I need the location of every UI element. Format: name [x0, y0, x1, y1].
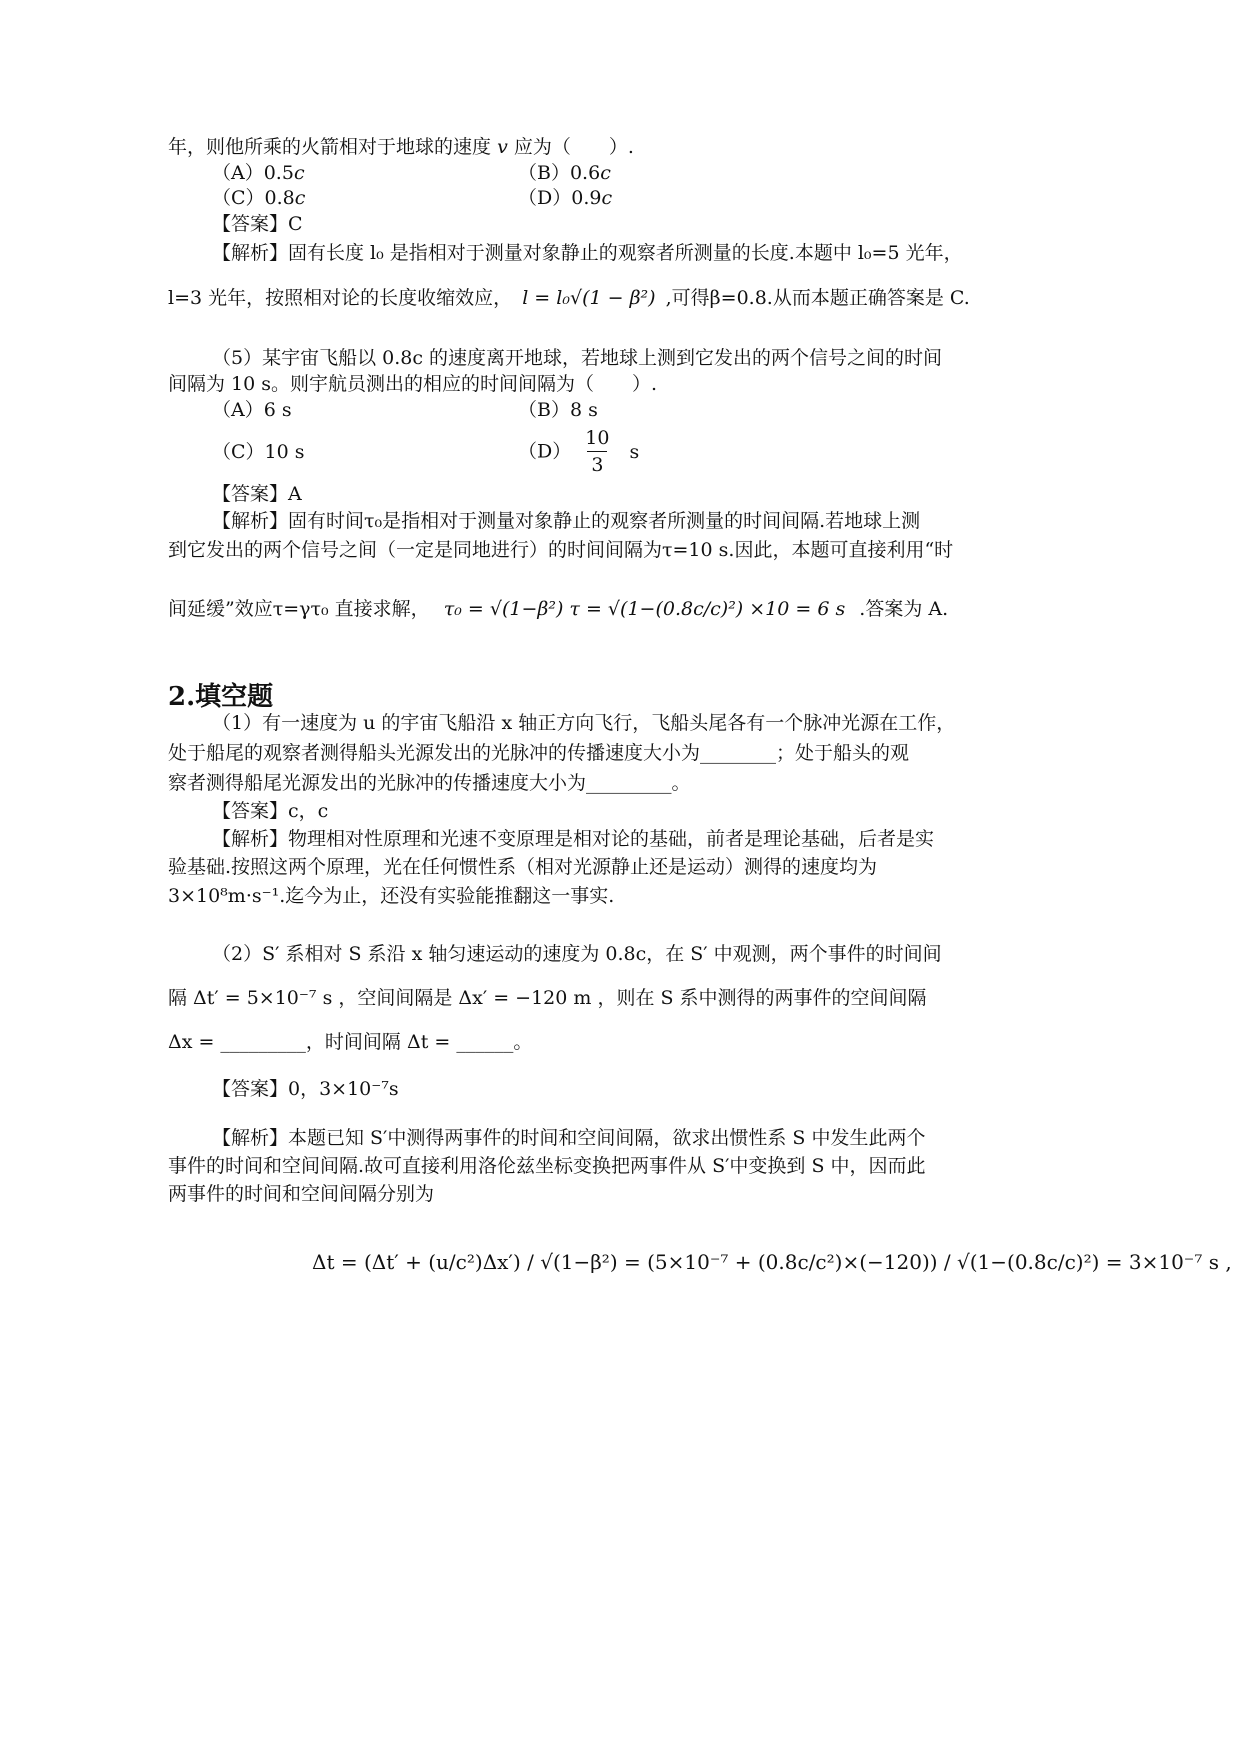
- q5-option-a: （A）6 s: [212, 399, 292, 421]
- q4-answer: 【答案】C: [212, 213, 303, 235]
- q5-option-c: （C）10 s: [212, 441, 305, 463]
- q4-analysis-line-1: 【解析】固有长度 l₀ 是指相对于测量对象静止的观察者所测量的长度.本题中 l₀=5 光年，: [212, 242, 963, 264]
- f2-analysis-line-2: 事件的时间和空间间隔.故可直接利用洛伦兹坐标变换把两事件从 S′中变换到 S 中，因而此: [168, 1155, 926, 1177]
- f1-answer: 【答案】c，c: [212, 800, 329, 822]
- f1-stem-line-1: （1）有一速度为 u 的宇宙飞船沿 x 轴正方向飞行，飞船头尾各有一个脉冲光源在工作，: [212, 712, 956, 734]
- q5-time-dilation-formula: τ₀ = √(1−β²) τ = √(1−(0.8c/c)²) ×10 = 6 s: [443, 598, 846, 620]
- f2-stem-line-3: Δx = _________，时间间隔 Δt = ______。: [168, 1031, 533, 1053]
- f1-stem-line-2: 处于船尾的观察者测得船头光源发出的光脉冲的传播速度大小为________；处于船头的观: [168, 742, 910, 764]
- f2-analysis-line-3: 两事件的时间和空间间隔分别为: [168, 1183, 435, 1205]
- lorentz-time-formula: Δt = (Δt′ + (u/c²)Δx′) / √(1−β²) = (5×10⁻⁷ + (0.8c/c²)×(−120)) / √(1−(0.8c/c)²) = 3×10⁻⁷ s ,: [312, 1250, 1232, 1274]
- q5-analysis-line-2: 到它发出的两个信号之间（一定是同地进行）的时间间隔为τ=10 s.因此，本题可直接利用“时: [168, 539, 954, 561]
- q5-analysis-line-3: 间延缓”效应τ=γτ₀ 直接求解， τ₀ = √(1−β²) τ = √(1−(0.8c/c)²) ×10 = 6 s .答案为 A.: [168, 598, 949, 620]
- q4-option-b: （B）0.6c: [518, 162, 611, 184]
- f2-stem-line-1: （2）S′ 系相对 S 系沿 x 轴匀速运动的速度为 0.8c，在 S′ 中观测，两个事件的时间间: [212, 943, 942, 965]
- section-heading-fill-in: 2.填空题: [168, 682, 274, 712]
- f2-answer: 【答案】0，3×10⁻⁷s: [212, 1078, 399, 1100]
- q4-option-c: （C）0.8c: [212, 187, 306, 209]
- q4-option-d: （D）0.9c: [518, 187, 613, 209]
- f2-analysis-line-1: 【解析】本题已知 S′中测得两事件的时间和空间间隔，欲求出惯性系 S 中发生此两个: [212, 1127, 926, 1149]
- f1-analysis-line-2: 验基础.按照这两个原理，光在任何惯性系（相对光源静止还是运动）测得的速度均为: [168, 856, 878, 878]
- f1-analysis-line-1: 【解析】物理相对性原理和光速不变原理是相对论的基础，前者是理论基础，后者是实: [212, 828, 935, 850]
- f2-stem-line-2: 隔 Δt′ = 5×10⁻⁷ s ，空间间隔是 Δx′ = −120 m ，则在 S 系中测得的两事件的空间间隔: [168, 987, 927, 1009]
- q4-stem-line: 年，则他所乘的火箭相对于地球的速度 v 应为（ ）.: [168, 136, 634, 158]
- q5-option-b: （B）8 s: [518, 399, 598, 421]
- f1-analysis-line-3: 3×10⁸m·s⁻¹.迄今为止，还没有实验能推翻这一事实.: [168, 885, 615, 907]
- q4-length-contraction-formula: l = l₀√(1 − β²): [522, 287, 656, 309]
- q5-analysis-line-1: 【解析】固有时间τ₀是指相对于测量对象静止的观察者所测量的时间间隔.若地球上测: [212, 510, 921, 532]
- q5-stem-line-2: 间隔为 10 s。则宇航员测出的相应的时间间隔为（ ）.: [168, 373, 658, 395]
- q5-answer: 【答案】A: [212, 483, 302, 505]
- q5-stem-line-1: （5）某宇宙飞船以 0.8c 的速度离开地球，若地球上测到它发出的两个信号之间的时间: [212, 347, 943, 369]
- q4-analysis-line-2: l=3 光年，按照相对论的长度收缩效应， l = l₀√(1 − β²) ,可得β=0.8.从而本题正确答案是 C.: [168, 287, 970, 309]
- q4-option-a: （A）0.5c: [212, 162, 305, 184]
- q5-option-d-fraction: $\frac{10}{3}$: [585, 427, 610, 476]
- f1-stem-line-3: 察者测得船尾光源发出的光脉冲的传播速度大小为_________。: [168, 772, 691, 794]
- q5-option-d: （D） $\frac{10}{3}$ s: [518, 427, 640, 476]
